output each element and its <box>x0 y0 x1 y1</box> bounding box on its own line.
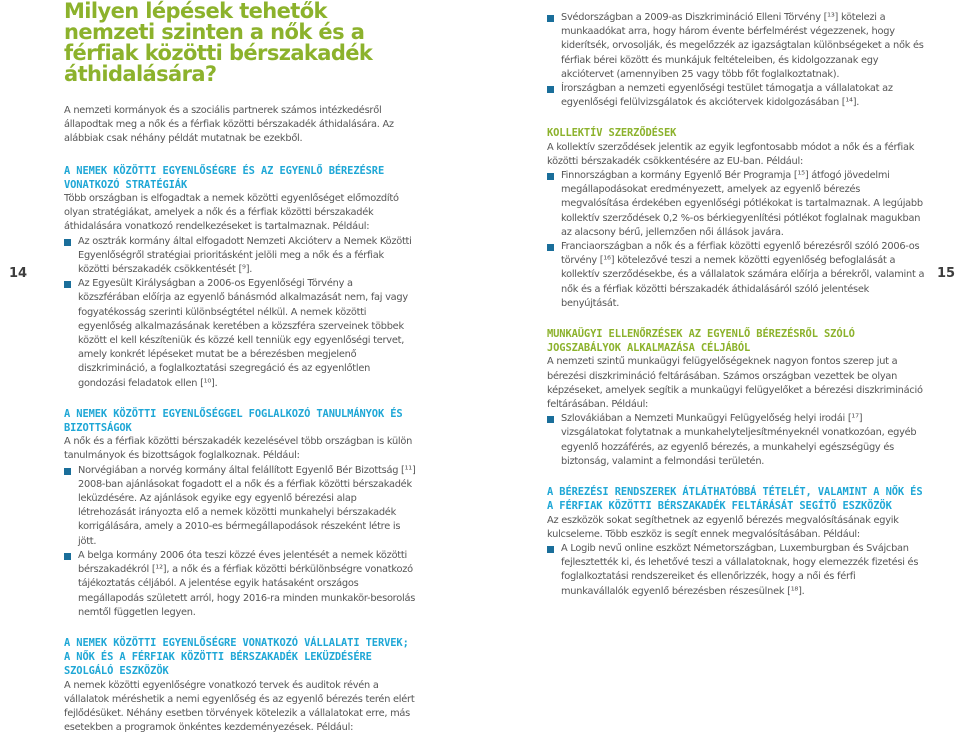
section-text-inspections: A nemzeti szintű munkaügyi felügyelőségeknek nagyon fontos szerep jut a bérezési diszkrimináció feltárásában. Számos országban vezettek be olyan képzéseket, amelyek segítik a munkaügyi felügyelőket a bérezési diszkrimináció feltárásában. Például: <box>547 356 923 411</box>
bullet-list-studies <box>64 464 417 620</box>
left-column <box>64 0 417 735</box>
list-item: A belga kormány 2006 óta teszi közzé éves jelentését a nemek közötti bérszakadékról [¹²], a nők és a férfiak közötti bérkülönbségre vonatkozó tájékoztatás céljából. A jelentése egyik hatásaként országos megállapodás született arról, hogy 2016-ra minden munkakör-besorolás nemtől független legyen. <box>64 549 417 620</box>
list-item: Finnországban a kormány Egyenlő Bér Programja [¹⁵] átfogó jövedelmi megállapodásokat eredményezett, amelyek az egyenlő bérezés megvalósítása érdekében egyenlőségi pótlékokat is tartalmaznak. A legújabb kollektív szerződések 0,2 %-os bérkiegyenlítési pótlékot foglalnak magukban az alacsony bérű, jellemzően női állások javára. <box>547 169 925 240</box>
list-item: Az osztrák kormány által elfogadott Nemzeti Akcióterv a Nemek Közötti Egyenlőségről stratégiai prioritásként jelöli meg a nők és a férfiak közötti bérszakadék csökkentését [⁹]. <box>64 235 417 278</box>
right-column <box>547 0 925 599</box>
section-heading-tools: A BÉREZÉSI RENDSZEREK ÁTLÁTHATÓBBÁ TÉTELÉT, VALAMINT A NŐK ÉS A FÉRFIAK KÖZÖTTI BÉRSZAKADÉK FELTÁRÁSÁT SEGÍTŐ ESZKÖZÖK <box>547 486 923 513</box>
list-item: Írországban a nemzeti egyenlőségi testület támogatja a vállalatokat az egyenlőségi felülvizsgálatok és akciótervek kidolgozásában [¹⁴]. <box>547 82 925 110</box>
bullet-list-inspections <box>547 412 925 469</box>
bullet-list-collective <box>547 169 925 311</box>
section-heading-company-plans: A NEMEK KÖZÖTTI EGYENLŐSÉGRE VONATKOZÓ VÁLLALATI TERVEK; A NŐK ÉS A FÉRFIAK KÖZÖTTI BÉRSZAKADÉK LEKÜZDÉSÉRE SZOLGÁLÓ ESZKÖZÖK <box>64 636 409 678</box>
section-heading-studies: A NEMEK KÖZÖTTI EGYENLŐSÉGGEL FOGLALKOZÓ TANULMÁNYOK ÉS BIZOTTSÁGOK <box>64 407 403 435</box>
section-text-company-plans: A nemek közötti egyenlőségre vonatkozó tervek és auditok révén a vállalatok méréshetik a nemi egyenlőség és az egyenlő bérezés terén elért fejlődésüket. Néhány esetben törvények kötelezik a vállalatokat erre, más esetekben a programok önkéntes kezdeményezések. Például: <box>64 679 415 734</box>
section-text-strategies: Több országban is elfogadtak a nemek közötti egyenlőséget előmozdító olyan stratégiákat, amelyek a nők és a férfiak közötti bérszakadék áthidalására vonatkozó rendelkezéseket is tartalmaznak. Például: <box>64 193 399 233</box>
page-number-right: 15 <box>937 266 956 281</box>
section-text-collective: A kollektív szerződések jelentik az egyik legfontosabb módot a nők és a férfiak közötti bérszakadék csökkentésére az EU-ban. Például: <box>547 141 915 167</box>
list-item: Norvégiában a norvég kormány által felállított Egyenlő Bér Bizottság [¹¹] 2008-ban ajánlásokat fogadott el a nők és a férfiak közötti bérszakadék leküzdésére. Az ajánlások egyike egy egyenlő bérezési alap létrehozását irányozta elő a nemek közötti munkahelyi bérszakadék korrigálására, amely a 2010-es bérmegállapodások részeként létre is jött. <box>64 464 417 549</box>
list-item: Szlovákiában a Nemzeti Munkaügyi Felügyelőség helyi irodái [¹⁷] vizsgálatokat folytatnak a munkahelyteljesítményeknél vonatkozóan, egyéb egyenlő hozzáférés, az egyenlő bérezés, a munkahelyi egészségügy és biztonság, valamint a felmondási területén. <box>547 412 925 469</box>
bullet-list-strategies <box>64 235 417 391</box>
section-heading-strategies: A NEMEK KÖZÖTTI EGYENLŐSÉGRE ÉS AZ EGYENLŐ BÉREZÉSRE VONATKOZÓ STRATÉGIÁK <box>64 164 385 191</box>
page-number-left: 14 <box>9 266 28 281</box>
section-heading-inspections: MUNKAÜGYI ELLENŐRZÉSEK AZ EGYENLŐ BÉREZÉSRŐL SZÓLÓ JOGSZABÁLYOK ALKALMAZÁSA CÉLJÁBÓL <box>547 328 855 355</box>
list-item: Az Egyesült Királyságban a 2006-os Egyenlőségi Törvény a közszférában előírja az egyenlő bánásmód alkalmazását nem, faj vagy fogyatékosság szerinti különbségtétel nélkül. A nemek közötti egyenlőség alkalmazásának keretében a közszféra szerveinek többek között el kell készíteniük és közzé kell tenniük egy egyenlőségi tervet, amely konkrét lépéseket mutat be a bérezésben megjelenő diszkrimináció, a foglalkoztatási szegregáció és az egyenlőtlen gondozási feladatok ellen [¹⁰]. <box>64 277 417 391</box>
section-text-studies: A nők és a férfiak közötti bérszakadék kezelésével több országban is külön tanulmányok és bizottságok foglalkoznak. Például: <box>64 436 413 462</box>
list-item: A Logib nevű online eszközt Németországban, Luxemburgban és Svájcban fejlesztették ki, és lehetővé teszi a vállalatoknak, hogy elemezzék fizetési és foglalkoztatási rendszereiket és ellenőrizzék, hogy a női és férfi munkavállalók egyenlő bérezésben részesülnek [¹⁸]. <box>547 542 925 599</box>
intro-paragraph: A nemzeti kormányok és a szociális partnerek számos intézkedésről állapodtak meg a nők és a férfiak közötti bérszakadék áthidalására. Az alábbiak csak néhány példát mutatnak be ezekből. <box>64 105 394 145</box>
page-title: Milyen lépések tehetők nemzeti szinten a nők és a férfiak közötti bérszakadék áthidalására? <box>64 0 373 86</box>
section-heading-collective: KOLLEKTÍV SZERZŐDÉSEK <box>547 127 677 140</box>
bullet-list-tools <box>547 542 925 599</box>
list-item: Svédországban a 2009-as Diszkrimináció Elleni Törvény [¹³] kötelezi a munkaadókat arra, hogy három évente bérfelmérést végezzenek, hogy kiderítsék, orvosolják, és megelőzzék az igazságtalan különbségeket a nők és férfiak bérei között és munkájuk feltételeiben, és kidolgozzanak egy akciótervet (amennyiben 25 vagy több főt foglalkoztatnak). <box>547 11 925 82</box>
section-text-tools: Az eszközök sokat segíthetnek az egyenlő bérezés megvalósításának egyik kulcseleme. Több eszköz is segít ennek megvalósításában. Például: <box>547 514 899 540</box>
list-item: Franciaországban a nők és a férfiak közötti egyenlő bérezésről szóló 2006-os törvény [¹⁶] kötelezővé teszi a nemek közötti egyenlőség befoglalását a kollektív szerződésekbe, és a vállalatok számára előírja a bérekről, valamint a nők és a férfiak közötti bérszakadék áthidalásáról szóló jelentések benyújtását. <box>547 240 925 311</box>
bullet-list-continued <box>547 11 925 110</box>
